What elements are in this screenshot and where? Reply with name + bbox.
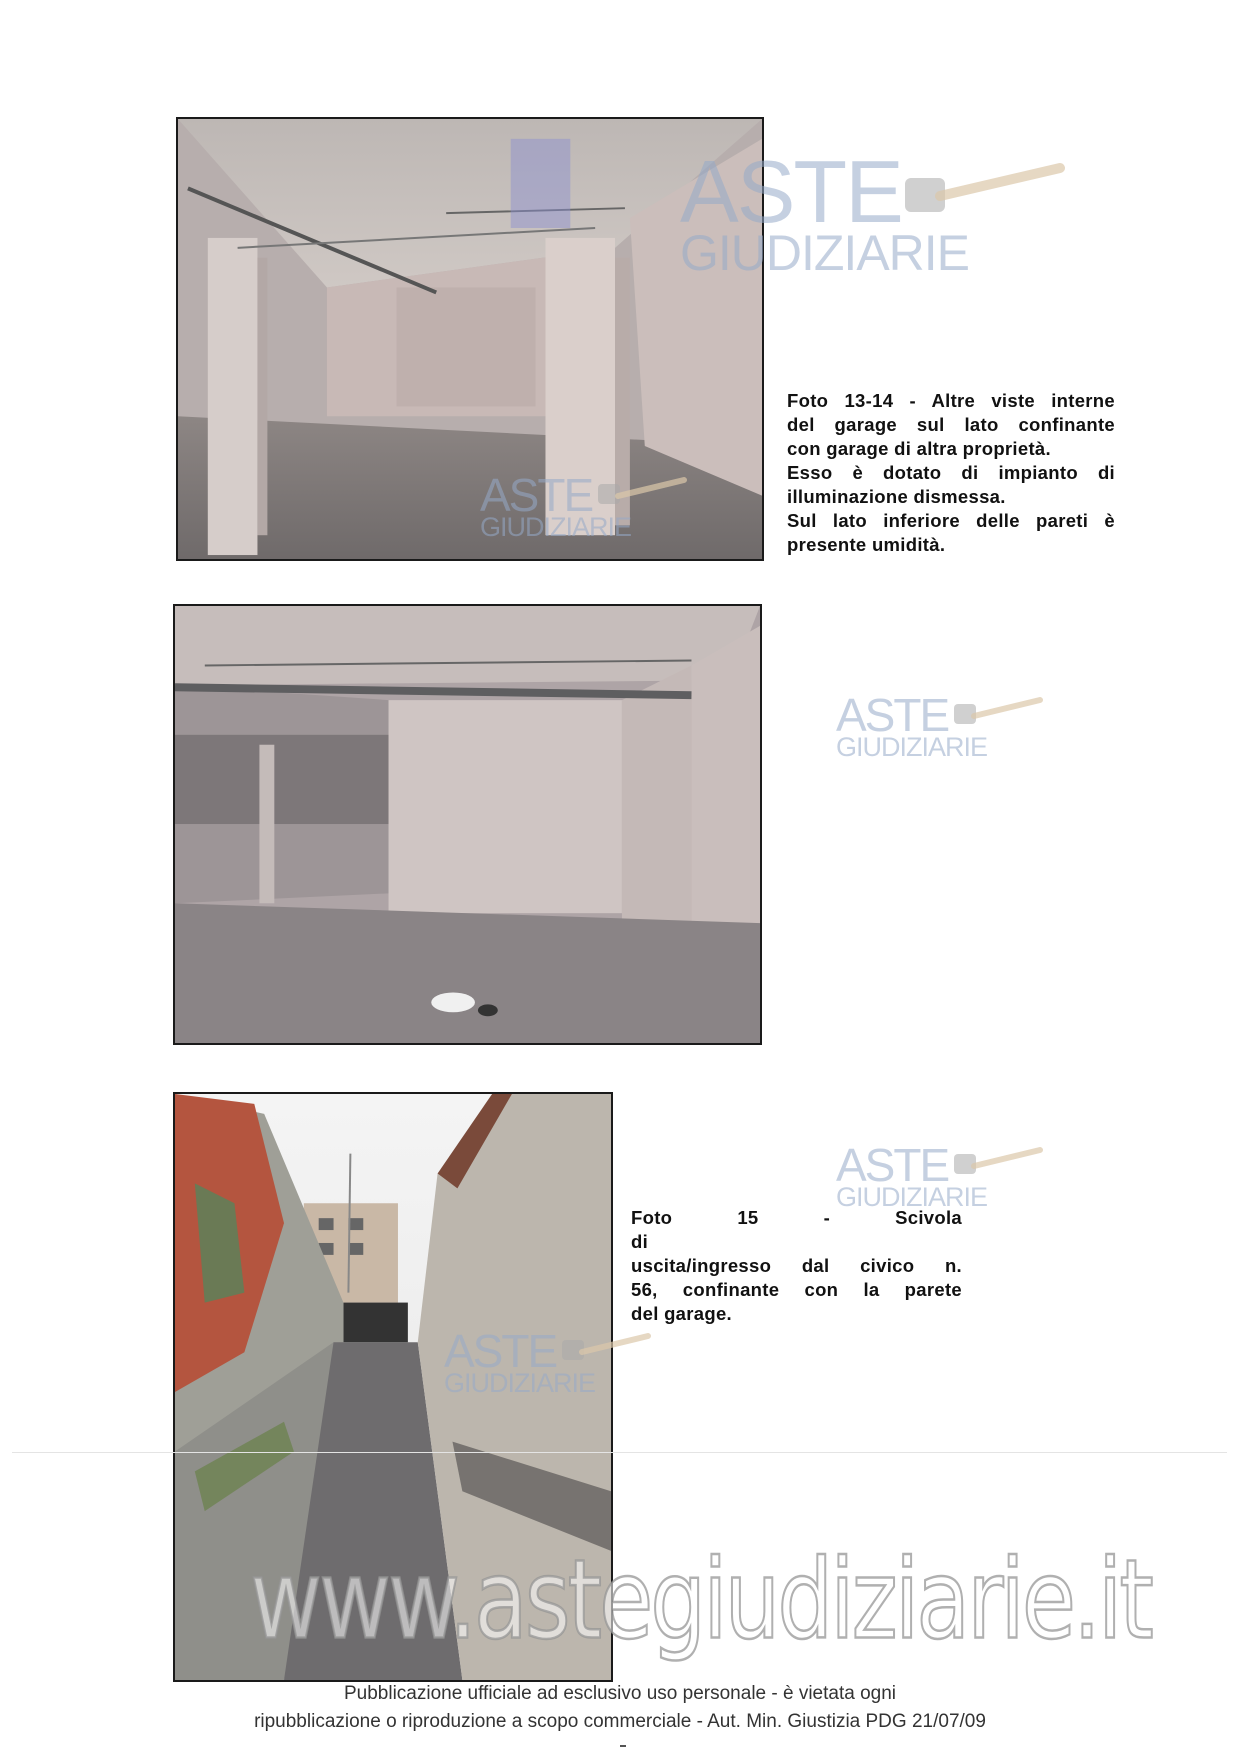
caption-line: con garage di altra proprietà. [787,438,1051,459]
gavel-icon [954,1144,1044,1184]
caption-photo-15 [631,1206,962,1326]
page-mark [620,1745,626,1747]
caption-line: presente umidità. [787,534,946,555]
caption-line: Foto 15 - Scivola di [631,1207,962,1252]
photo-garage-interior-2 [173,604,762,1045]
caption-line: 56, confinante con la parete [631,1279,962,1300]
watermark-text: ASTE [444,1325,557,1377]
caption-line: Esso è dotato di impianto di [787,462,1115,483]
watermark-text: ASTE [836,689,949,741]
footer-line: Pubblicazione ufficiale ad esclusivo uso personale - è vietata ogni [343,1683,897,1704]
footer-line: ripubblicazione o riproduzione a scopo commerciale - Aut. Min. Giustizia PDG 21/07/09 [254,1711,986,1732]
watermark-text: GIUDIZIARIE [836,732,988,762]
watermark-text: GIUDIZIARIE [836,1182,988,1212]
watermark-text: GIUDIZIARIE [480,512,632,542]
watermark-text: ASTE [480,469,593,521]
site-watermark: www.astegiudiziarie.it [250,1535,1151,1664]
gavel-icon [905,158,1065,228]
watermark-logo [836,1139,988,1212]
caption-line: del garage sul lato confinante [787,414,1115,435]
scan-divider-line [12,1452,1227,1453]
caption-line: uscita/ingresso dal civico n. [631,1255,962,1276]
caption-line: Sul lato inferiore delle pareti è [787,510,1115,531]
caption-line: del garage. [631,1303,732,1324]
gavel-icon [954,694,1044,734]
footer-notice [0,1680,1240,1736]
watermark-text: ASTE [836,1139,949,1191]
photo-garage-interior-1 [176,117,764,561]
caption-photo-13-14 [787,389,1115,557]
watermark-logo [836,689,988,762]
watermark-text: GIUDIZIARIE [680,225,970,281]
photo-ramp-exterior [173,1092,613,1682]
watermark-text: ASTE [680,142,902,241]
caption-line: Foto 13-14 - Altre viste interne [787,390,1115,411]
caption-line: illuminazione dismessa. [787,486,1006,507]
watermark-text: GIUDIZIARIE [444,1368,596,1398]
